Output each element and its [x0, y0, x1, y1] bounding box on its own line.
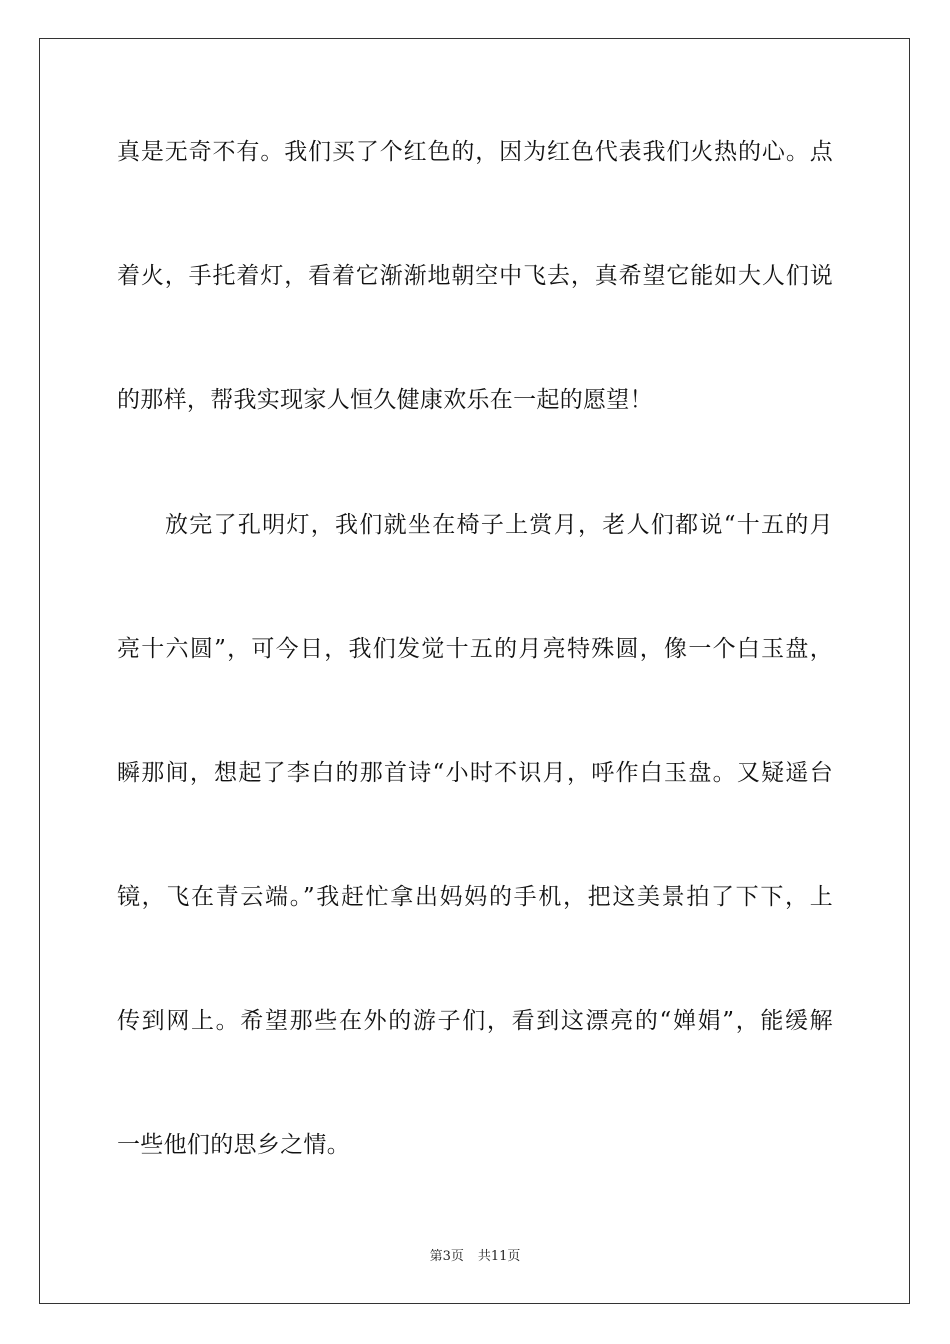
- body-text-line-6: 瞬那间，想起了李白的那首诗“小时不识月，呼作白玉盘。又疑遥台: [117, 760, 833, 786]
- body-text-line-8: 传到网上。希望那些在外的游子们，看到这漂亮的“婵娟”，能缓解: [117, 1008, 833, 1034]
- body-text-line-9: 一些他们的思乡之情。: [117, 1132, 350, 1158]
- body-text-line-7: 镜，飞在青云端。”我赶忙拿出妈妈的手机，把这美景拍了下下，上: [117, 884, 833, 910]
- body-text-line-1: 真是无奇不有。我们买了个红色的，因为红色代表我们火热的心。点: [117, 139, 833, 165]
- page-total: 共11页: [477, 1249, 521, 1264]
- body-text-line-2: 着火，手托着灯，看着它渐渐地朝空中飞去，真希望它能如大人们说: [117, 263, 833, 289]
- body-text-line-3: 的那样，帮我实现家人恒久健康欢乐在一起的愿望！: [117, 387, 653, 413]
- page-border: [39, 38, 910, 1304]
- page-footer: [0, 1248, 950, 1266]
- body-text-line-5: 亮十六圆”，可今日，我们发觉十五的月亮特殊圆，像一个白玉盘，: [117, 636, 833, 662]
- page-number: 第3页: [429, 1249, 464, 1264]
- body-text-line-4: 放完了孔明灯，我们就坐在椅子上赏月，老人们都说“十五的月: [165, 512, 833, 538]
